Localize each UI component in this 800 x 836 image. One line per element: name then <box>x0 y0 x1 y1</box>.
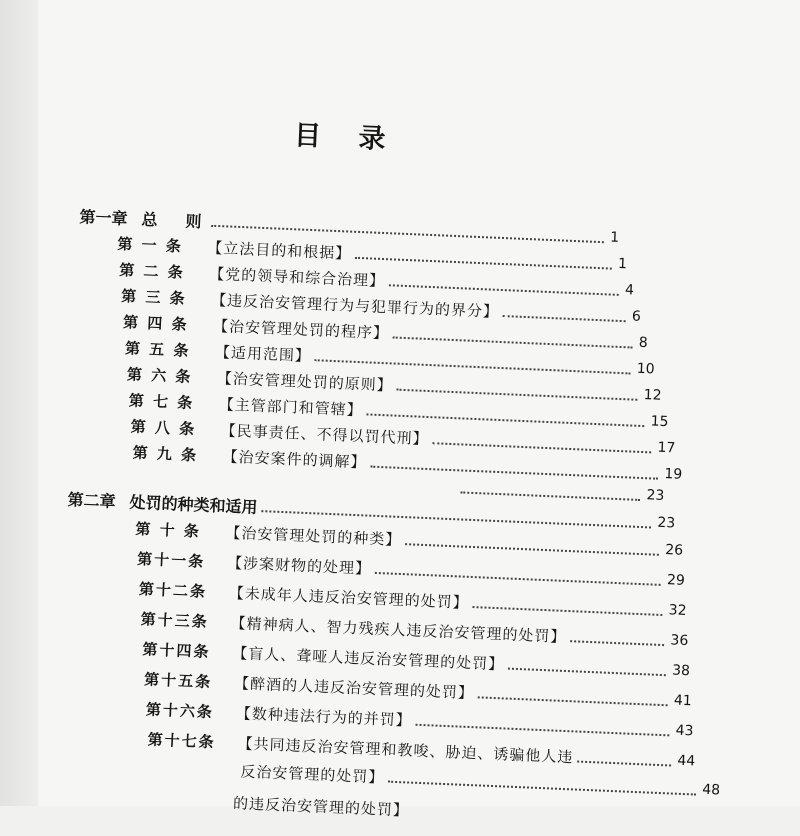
article-topic: 反治安管理的处罚】 <box>240 761 385 786</box>
page-number: 19 <box>664 465 683 483</box>
dot-leader <box>393 326 633 348</box>
article-number: 第 六 条 <box>126 364 193 386</box>
article-number: 第十五条 <box>143 669 213 691</box>
article-number: 第 四 条 <box>122 312 189 334</box>
article-topic: 【盲人、聋哑人违反治安管理的处罚】 <box>232 643 505 673</box>
page-number: 43 <box>675 722 694 740</box>
page-number: 29 <box>666 572 686 589</box>
cut-off-row <box>233 791 634 830</box>
page-number: 44 <box>677 752 696 770</box>
article-topic: 【数种违法行为的并罚】 <box>235 703 413 730</box>
article-topic: 【民事责任、不得以罚代刑】 <box>220 420 429 448</box>
dot-leader <box>315 349 631 374</box>
article-number: 第十二条 <box>138 579 208 601</box>
dot-leader <box>375 562 661 586</box>
dot-leader <box>503 305 626 322</box>
page-number: 6 <box>631 308 642 325</box>
dot-leader <box>389 274 619 296</box>
dot-leader <box>460 481 640 501</box>
article-number: 第十三条 <box>140 609 210 631</box>
article-topic: 【治安管理处罚的程序】 <box>212 316 390 342</box>
article-number: 第十一条 <box>136 549 206 571</box>
page-number: 1 <box>617 255 628 273</box>
page-number: 32 <box>668 602 687 619</box>
article-topic: 【党的领导和综合治理】 <box>208 264 386 290</box>
article-topic: 【违反治安管理行为与犯罪行为的界分】 <box>210 290 500 321</box>
dot-leader <box>405 533 659 556</box>
chapter-number: 第一章 <box>79 206 128 228</box>
article-topic: 【共同违反治安管理和教唆、胁迫、诱骗他人违 <box>237 733 574 766</box>
page-number: 36 <box>670 632 689 650</box>
article-number: 第 七 条 <box>128 390 195 412</box>
toc-title: 目 录 <box>293 120 401 156</box>
page-number: 41 <box>673 692 693 710</box>
chapter-title: 处罚的种类和适用 <box>129 492 258 517</box>
dot-leader <box>508 658 667 677</box>
article-number: 第 三 条 <box>120 286 188 308</box>
page-number: 23 <box>657 514 676 532</box>
article-topic: 【治安案件的调解】 <box>222 446 367 471</box>
page-number: 15 <box>650 413 669 431</box>
page-number: 10 <box>636 360 655 378</box>
dot-leader <box>570 630 665 646</box>
article-topic: 【未成年人违反治安管理的处罚】 <box>228 583 470 612</box>
article-number: 第 九 条 <box>132 443 199 464</box>
article-number: 第 五 条 <box>124 338 191 360</box>
dot-leader <box>472 596 662 616</box>
article-number: 第 八 条 <box>130 417 197 438</box>
dot-leader <box>577 751 672 767</box>
chapter-title: 总 则 <box>141 209 208 232</box>
page-number: 17 <box>657 439 676 457</box>
page-number: 26 <box>664 542 684 559</box>
article-number: 第十四条 <box>142 639 211 661</box>
article-topic: 【主管部门和管辖】 <box>218 394 364 419</box>
article-topic: 【涉案财物的处理】 <box>226 553 372 578</box>
article-topic: 的违反治安管理的处罚】 <box>232 793 410 820</box>
dot-leader <box>478 686 668 706</box>
article-topic: 【适用范围】 <box>214 342 312 365</box>
dot-leader <box>366 403 644 427</box>
chapter-number: 第二章 <box>67 489 117 511</box>
article-number: 第十七条 <box>147 730 217 751</box>
article-topic: 【治安管理处罚的种类】 <box>225 523 402 549</box>
page-number: 38 <box>671 662 691 680</box>
page-number: 8 <box>638 334 649 352</box>
page-number: 12 <box>643 387 662 404</box>
dot-leader <box>416 714 670 737</box>
page-number: 4 <box>624 282 635 299</box>
article-number: 第 十 条 <box>135 519 202 541</box>
article-topic: 【治安管理处罚的原则】 <box>216 368 394 394</box>
dot-leader <box>388 771 696 796</box>
dot-leader <box>397 379 638 401</box>
article-number: 第 二 条 <box>118 260 186 282</box>
article-number: 第十六条 <box>145 699 215 721</box>
page-number: 48 <box>701 781 721 799</box>
dot-leader <box>355 247 612 270</box>
article-number: 第 一 条 <box>117 234 184 256</box>
page-number: 1 <box>609 229 620 246</box>
article-topic: 【醉酒的人违反治安管理的处罚】 <box>233 673 475 702</box>
article-topic: 【立法目的和根据】 <box>206 238 352 263</box>
article-topic: 【精神病人、智力残疾人违反治安管理的处罚】 <box>230 613 567 646</box>
dot-leader <box>432 432 651 453</box>
page-number: 23 <box>646 487 665 504</box>
